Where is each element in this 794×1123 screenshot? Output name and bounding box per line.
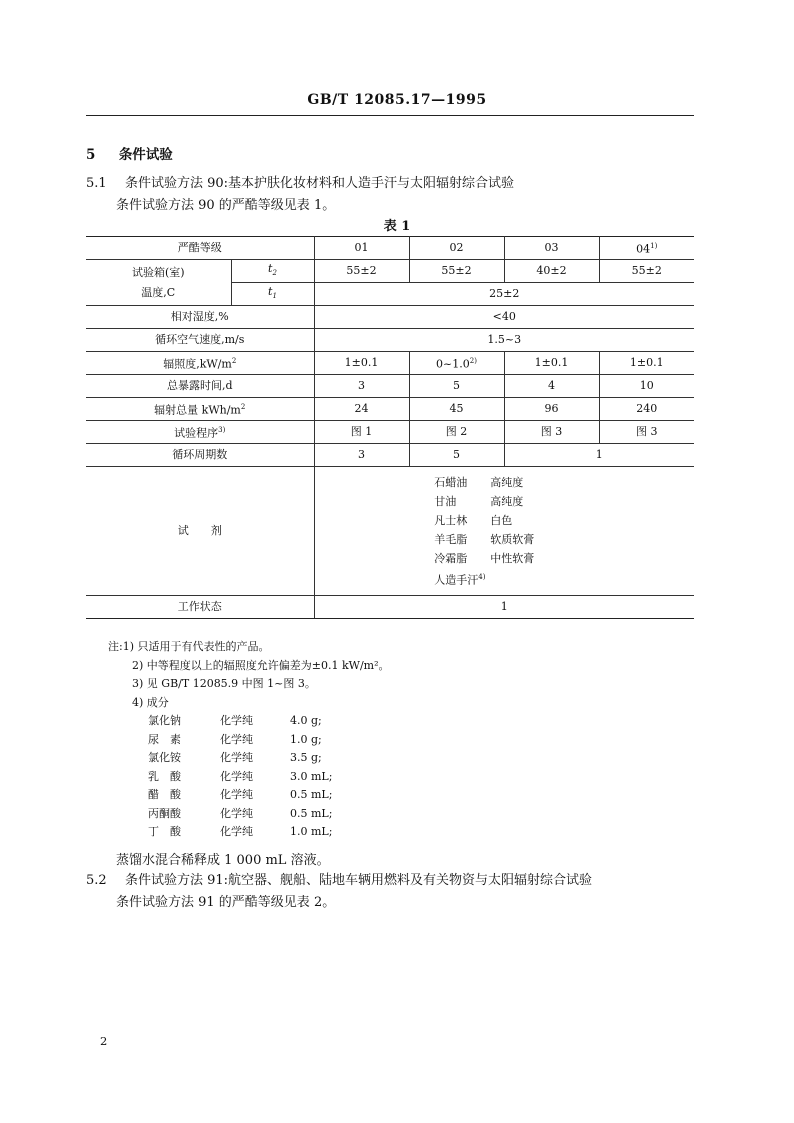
- note-3: 3) 见 GB/T 12085.9 中图 1~图 3。: [132, 677, 316, 690]
- note-2: 2) 中等程度以上的辐照度允许偏差为±0.1 kW/m²。: [132, 658, 390, 672]
- irradiance-value: 1±0.1: [314, 352, 409, 375]
- operating-label: 工作状态: [86, 596, 314, 619]
- list-item: 乳 酸 化学纯 3.0 mL;: [148, 769, 333, 783]
- page-number: 2: [100, 1034, 108, 1048]
- note-1: 注:1) 只适用于有代表性的产品。: [108, 640, 270, 653]
- table-row: [86, 352, 694, 375]
- airspeed-label: 循环空气速度,m/s: [86, 329, 314, 352]
- t2-label: $t_2$: [231, 260, 314, 283]
- list-item: 羊毛脂 软质软膏: [434, 532, 535, 546]
- exposure-value: 10: [599, 375, 694, 398]
- note-4: 4) 成分: [132, 695, 169, 709]
- table-row: [86, 444, 694, 467]
- cycles-value: 5: [409, 444, 504, 467]
- exposure-value: 3: [314, 375, 409, 398]
- clause-5-1-line2: 条件试验方法 90 的严酷等级见表 1。: [116, 198, 336, 213]
- severity-table: [86, 236, 694, 619]
- cycles-value: 1: [504, 444, 694, 467]
- radiation-label: 辐射总量 kWh/$m^2$: [86, 398, 314, 421]
- t2-value: 55±2: [314, 260, 409, 283]
- list-item: 石蜡油 高纯度: [434, 475, 524, 489]
- t1-value: 25±2: [314, 283, 694, 306]
- list-item: 氯化铵 化学纯 3.5 g;: [148, 751, 322, 764]
- dilution-text: 蒸馏水混合稀释成 1 000 mL 溶液。: [116, 853, 330, 868]
- clause-number: 5.2: [86, 873, 107, 888]
- radiation-value: 240: [599, 398, 694, 421]
- section-number: 5: [86, 147, 96, 163]
- clause-5-2: [86, 869, 592, 888]
- section-title: 条件试验: [118, 147, 173, 163]
- cycles-label: 循环周期数: [86, 444, 314, 467]
- operating-value: 1: [314, 596, 694, 619]
- t1-label: $t_1$: [231, 283, 314, 306]
- list-item: 氯化钠 化学纯 4.0 g;: [148, 714, 322, 727]
- procedure-value: 图 2: [409, 421, 504, 444]
- chamber-temp-label: 试验箱(室) 温度,C: [86, 260, 231, 306]
- procedure-label: 试验程序$^{3)}$: [86, 421, 314, 444]
- reagent-label: 试 剂: [86, 467, 314, 596]
- table-row: [86, 375, 694, 398]
- header-rule: [86, 115, 694, 116]
- irradiance-value: 1±0.1: [504, 352, 599, 375]
- clause-number: 5.1: [86, 176, 107, 191]
- humidity-label: 相对湿度,%: [86, 306, 314, 329]
- list-item: 甘油 高纯度: [434, 494, 524, 508]
- irradiance-label: 辐照度$,kW/m^2$: [86, 352, 314, 375]
- clause-5-2-line2: 条件试验方法 91 的严酷等级见表 2。: [116, 895, 336, 910]
- components-list: [108, 712, 390, 842]
- level-cell: 03: [504, 237, 599, 260]
- table-row: [86, 329, 694, 352]
- table-row: [86, 260, 694, 283]
- table-caption: 表 1: [383, 219, 411, 234]
- table-row: [86, 596, 694, 619]
- procedure-value: 图 3: [599, 421, 694, 444]
- humidity-value: <40: [314, 306, 694, 329]
- clause-text: 条件试验方法 91:航空器、舰船、陆地车辆用燃料及有关物资与太阳辐射综合试验: [124, 873, 593, 888]
- section-5-heading: [86, 143, 173, 163]
- t2-value: 55±2: [599, 260, 694, 283]
- airspeed-value: 1.5~3: [314, 329, 694, 352]
- table-row: [86, 306, 694, 329]
- cycles-value: 3: [314, 444, 409, 467]
- reagent-list: [434, 473, 534, 590]
- list-item: 凡士林 白色: [434, 513, 513, 527]
- irradiance-value: 1±0.1: [599, 352, 694, 375]
- list-item: 冷霜脂 中性软膏: [434, 551, 535, 565]
- t2-value: 55±2: [409, 260, 504, 283]
- table-row: [86, 237, 694, 260]
- list-item: 尿 素 化学纯 1.0 g;: [148, 732, 322, 746]
- radiation-value: 96: [504, 398, 599, 421]
- reagent-cell: [314, 467, 694, 596]
- notes-block: [108, 638, 390, 842]
- list-item: 醋 酸 化学纯 0.5 mL;: [148, 788, 333, 801]
- severity-label: 严酷等级: [86, 237, 314, 260]
- level-cell: 04$^{1)}$: [599, 237, 694, 260]
- exposure-value: 4: [504, 375, 599, 398]
- radiation-value: 24: [314, 398, 409, 421]
- list-item: 丙酮酸 化学纯 0.5 mL;: [148, 806, 333, 820]
- table-row: [86, 398, 694, 421]
- table-row: [86, 421, 694, 444]
- level-cell: 02: [409, 237, 504, 260]
- t2-value: 40±2: [504, 260, 599, 283]
- clause-5-1: [86, 172, 514, 191]
- list-item: 人造手汗$^{4)}$: [434, 572, 486, 587]
- level-cell: 01: [314, 237, 409, 260]
- irradiance-value: 0~1.0$^{2)}$: [409, 352, 504, 375]
- radiation-value: 45: [409, 398, 504, 421]
- standard-number-header: GB/T 12085.17—1995: [307, 92, 487, 108]
- clause-text: 条件试验方法 90:基本护肤化妆材料和人造手汗与太阳辐射综合试验: [124, 176, 515, 191]
- exposure-value: 5: [409, 375, 504, 398]
- table-row: [86, 467, 694, 596]
- procedure-value: 图 3: [504, 421, 599, 444]
- procedure-value: 图 1: [314, 421, 409, 444]
- exposure-label: 总暴露时间,d: [86, 375, 314, 398]
- list-item: 丁 酸 化学纯 1.0 mL;: [148, 825, 333, 838]
